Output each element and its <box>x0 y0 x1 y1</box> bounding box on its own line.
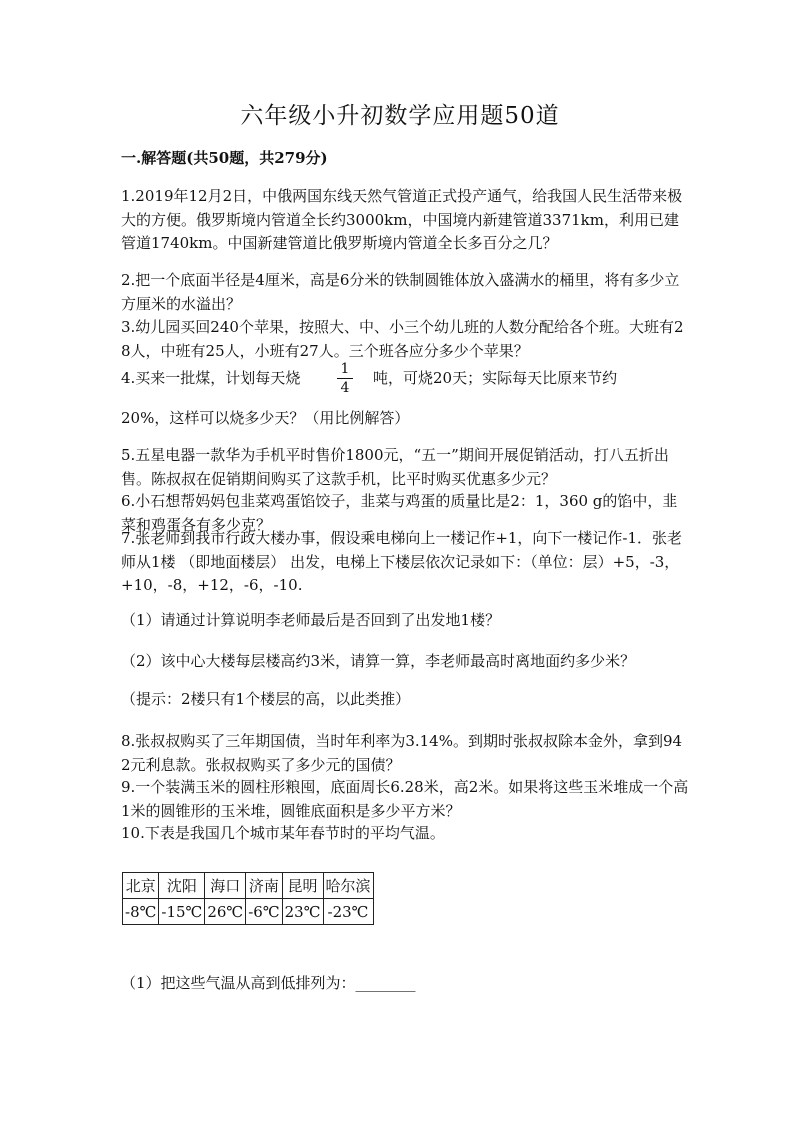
question-7-part-2: （2）该中心大楼每层楼高约3米，请算一算，李老师最高时离地面约多少米？ <box>121 652 636 670</box>
question-5: 5.五星电器一款华为手机平时售价1800元，“五一”期间开展促销活动，打八五折出售。陈叔叔在促销期间购买了这款手机，比平时购买优惠多少元？ <box>121 446 669 488</box>
table-cell: 26℃ <box>205 899 246 925</box>
question-7-part-1: （1）请通过计算说明李老师最后是否回到了出发地1楼？ <box>121 611 501 629</box>
fraction-one-quarter <box>337 361 353 396</box>
table-cell: 海口 <box>205 873 246 899</box>
table-cell: -23℃ <box>323 899 373 925</box>
section-heading: 一.解答题(共50题，共279分) <box>121 149 328 167</box>
question-2: 2.把一个底面半径是4厘米，高是6分米的铁制圆锥体放入盛满水的桶里，将有多少立方厘米的水溢出？ <box>121 271 680 313</box>
question-1: 1.2019年12月2日，中俄两国东线天然气管道正式投产通气，给我国人民生活带来极大的方便。俄罗斯境内管道全长约3000km，中国境内新建管道3371km，利用已建管道1740km。中国新建管道比俄罗斯境内管道全长多百分之几？ <box>121 187 683 252</box>
question-7-hint: （提示：2楼只有1个楼层的高，以此类推） <box>121 690 411 708</box>
question-3: 3.幼儿园买回240个苹果，按照大、中、小三个幼儿班的人数分配给各个班。大班有28人，中班有25人，小班有27人。三个班各应分多少个苹果？ <box>121 318 684 360</box>
fraction-denominator: 4 <box>340 380 350 396</box>
table-cell: -15℃ <box>159 899 205 925</box>
question-10-part-1: （1）把这些气温从高到低排列为：________ <box>121 974 416 992</box>
question-7: 7.张老师到我市行政大楼办事，假设乘电梯向上一楼记作+1，向下一楼记作-1．张老师从1楼 （即地面楼层） 出发，电梯上下楼层依次记录如下：（单位：层）+5，-3，+10，-8，+12，-6，-10. <box>121 529 683 594</box>
table-row-cities <box>123 873 374 899</box>
question-4-line2: 20%，这样可以烧多少天？（用比例解答） <box>121 409 410 427</box>
table-row-temps <box>123 899 374 925</box>
table-cell: -8℃ <box>123 899 159 925</box>
question-6: 6.小石想帮妈妈包韭菜鸡蛋馅饺子，韭菜与鸡蛋的质量比是2：1，360 g的馅中，韭菜和鸡蛋各有多少克？ <box>121 492 678 534</box>
question-8: 8.张叔叔购买了三年期国债，当时年利率为3.14%。到期时张叔叔除本金外，拿到942元利息款。张叔叔购买了多少元的国债？ <box>121 732 683 774</box>
question-4-start: 4.买来一批煤，计划每天烧 <box>121 369 301 387</box>
table-cell: -6℃ <box>246 899 282 925</box>
table-cell: 哈尔滨 <box>323 873 373 899</box>
page-title: 六年级小升初数学应用题50道 <box>240 103 560 129</box>
question-4-end: 吨，可烧20天；实际每天比原来节约 <box>373 369 618 387</box>
table-cell: 23℃ <box>282 899 323 925</box>
table-cell: 济南 <box>246 873 282 899</box>
fraction-numerator: 1 <box>340 361 350 377</box>
table-cell: 沈阳 <box>159 873 205 899</box>
temperature-table <box>122 872 374 925</box>
question-10: 10.下表是我国几个城市某年春节时的平均气温。 <box>121 824 445 842</box>
table-cell: 北京 <box>123 873 159 899</box>
fraction-bar <box>337 378 353 379</box>
question-9: 9.一个装满玉米的圆柱形粮囤，底面周长6.28米，高2米。如果将这些玉米堆成一个高1米的圆锥形的玉米堆，圆锥底面积是多少平方米？ <box>121 778 689 820</box>
table-cell: 昆明 <box>282 873 323 899</box>
